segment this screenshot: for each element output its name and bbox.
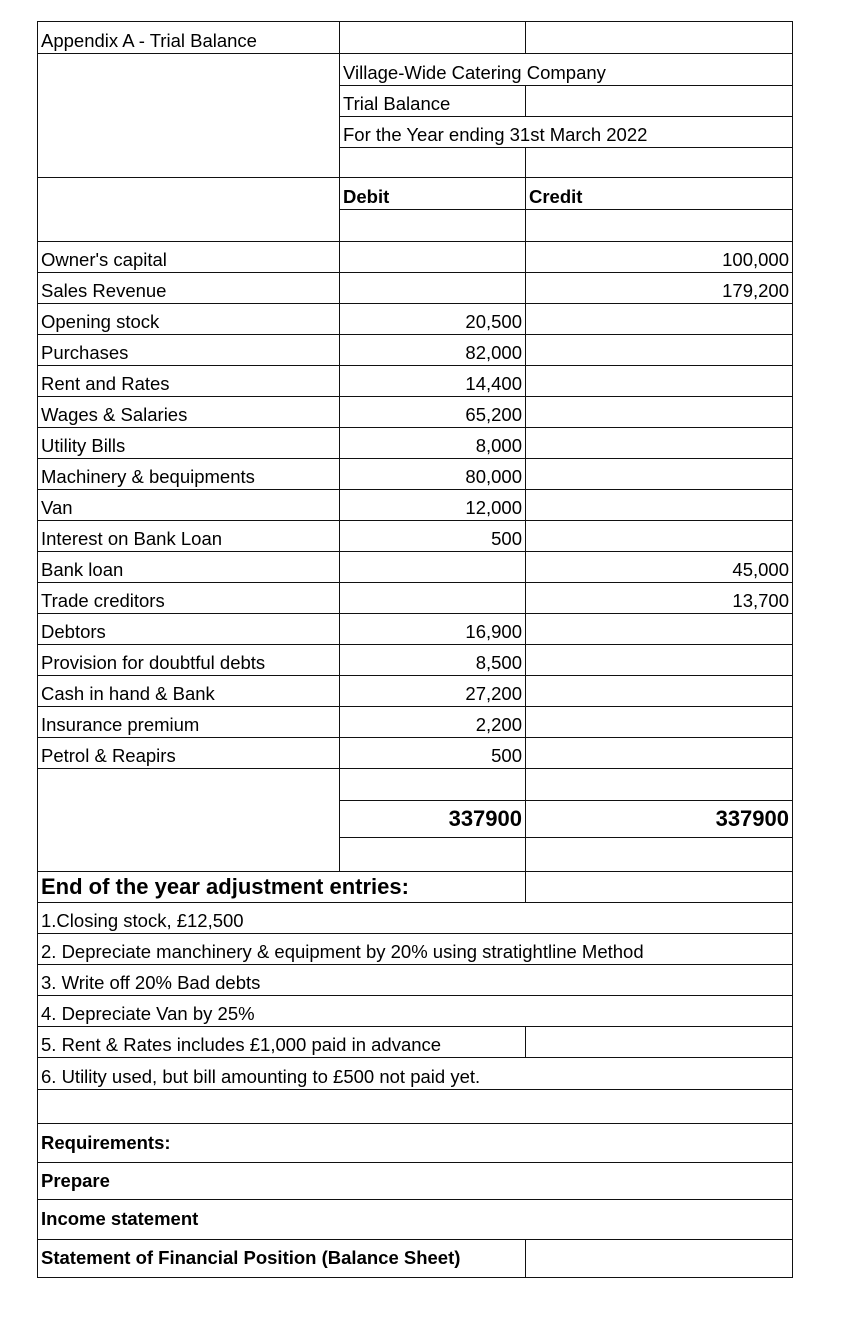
- adjustment-item[interactable]: 5. Rent & Rates includes £1,000 paid in advance: [37, 1026, 526, 1058]
- account-debit[interactable]: 500: [339, 520, 526, 552]
- account-credit[interactable]: [525, 613, 793, 645]
- credit-header[interactable]: Credit: [525, 177, 793, 210]
- account-credit[interactable]: 45,000: [525, 551, 793, 583]
- account-debit[interactable]: [339, 582, 526, 614]
- account-credit[interactable]: [525, 303, 793, 335]
- account-debit[interactable]: 14,400: [339, 365, 526, 397]
- adjustment-item[interactable]: 2. Depreciate manchinery & equipment by 20% using stratightline Method: [37, 933, 793, 965]
- account-name[interactable]: Petrol & Reapirs: [37, 737, 340, 769]
- account-name[interactable]: Machinery & bequipments: [37, 458, 340, 490]
- account-credit[interactable]: [525, 737, 793, 769]
- account-debit[interactable]: [339, 241, 526, 273]
- account-debit[interactable]: 16,900: [339, 613, 526, 645]
- account-name[interactable]: Cash in hand & Bank: [37, 675, 340, 707]
- account-debit[interactable]: [339, 272, 526, 304]
- account-name[interactable]: Owner's capital: [37, 241, 340, 273]
- account-credit[interactable]: [525, 520, 793, 552]
- account-credit[interactable]: [525, 458, 793, 490]
- empty-cell[interactable]: [37, 1089, 793, 1124]
- account-name[interactable]: Wages & Salaries: [37, 396, 340, 428]
- adjustment-item[interactable]: 4. Depreciate Van by 25%: [37, 995, 793, 1027]
- account-debit[interactable]: 8,500: [339, 644, 526, 676]
- empty-cell[interactable]: [525, 85, 793, 117]
- account-name[interactable]: Trade creditors: [37, 582, 340, 614]
- adjustments-title[interactable]: End of the year adjustment entries:: [37, 871, 526, 903]
- company-name[interactable]: Village-Wide Catering Company: [339, 53, 793, 86]
- empty-cell[interactable]: [525, 1239, 793, 1278]
- empty-cell[interactable]: [339, 837, 526, 872]
- account-debit[interactable]: 2,200: [339, 706, 526, 738]
- account-debit[interactable]: 12,000: [339, 489, 526, 521]
- account-name[interactable]: Opening stock: [37, 303, 340, 335]
- account-name[interactable]: Sales Revenue: [37, 272, 340, 304]
- empty-cell[interactable]: [339, 209, 526, 242]
- account-credit[interactable]: 179,200: [525, 272, 793, 304]
- account-name[interactable]: Interest on Bank Loan: [37, 520, 340, 552]
- empty-cell[interactable]: [525, 871, 793, 903]
- account-credit[interactable]: [525, 675, 793, 707]
- empty-cell[interactable]: [525, 1026, 793, 1058]
- empty-cell[interactable]: [339, 147, 526, 178]
- empty-cell[interactable]: [525, 768, 793, 801]
- account-name[interactable]: Rent and Rates: [37, 365, 340, 397]
- total-credit[interactable]: 337900: [525, 800, 793, 838]
- account-debit[interactable]: [339, 551, 526, 583]
- account-credit[interactable]: [525, 644, 793, 676]
- account-credit[interactable]: [525, 706, 793, 738]
- account-debit[interactable]: 20,500: [339, 303, 526, 335]
- account-credit[interactable]: [525, 489, 793, 521]
- account-name[interactable]: Insurance premium: [37, 706, 340, 738]
- account-debit[interactable]: 82,000: [339, 334, 526, 366]
- adjustment-item[interactable]: 1.Closing stock, £12,500: [37, 902, 793, 934]
- empty-cell[interactable]: [525, 147, 793, 178]
- empty-cell[interactable]: [525, 21, 793, 54]
- appendix-title[interactable]: Appendix A - Trial Balance: [37, 21, 340, 54]
- account-debit[interactable]: 27,200: [339, 675, 526, 707]
- empty-cell[interactable]: [37, 768, 340, 872]
- account-credit[interactable]: [525, 334, 793, 366]
- account-name[interactable]: Purchases: [37, 334, 340, 366]
- requirement-item[interactable]: Income statement: [37, 1199, 793, 1240]
- account-debit[interactable]: 80,000: [339, 458, 526, 490]
- account-name[interactable]: Bank loan: [37, 551, 340, 583]
- empty-cell[interactable]: [525, 837, 793, 872]
- account-credit[interactable]: 13,700: [525, 582, 793, 614]
- account-credit[interactable]: [525, 365, 793, 397]
- empty-cell[interactable]: [339, 768, 526, 801]
- account-debit[interactable]: 8,000: [339, 427, 526, 459]
- total-debit[interactable]: 337900: [339, 800, 526, 838]
- account-debit[interactable]: 65,200: [339, 396, 526, 428]
- statement-title[interactable]: Trial Balance: [339, 85, 526, 117]
- debit-header[interactable]: Debit: [339, 177, 526, 210]
- requirements-prepare[interactable]: Prepare: [37, 1162, 793, 1200]
- account-name[interactable]: Provision for doubtful debts: [37, 644, 340, 676]
- account-name[interactable]: Debtors: [37, 613, 340, 645]
- period[interactable]: For the Year ending 31st March 2022: [339, 116, 793, 148]
- adjustment-item[interactable]: 6. Utility used, but bill amounting to £500 not paid yet.: [37, 1057, 793, 1090]
- adjustment-item[interactable]: 3. Write off 20% Bad debts: [37, 964, 793, 996]
- empty-cell[interactable]: [525, 209, 793, 242]
- account-credit[interactable]: [525, 427, 793, 459]
- empty-cell[interactable]: [37, 177, 340, 242]
- requirement-item[interactable]: Statement of Financial Position (Balance Sheet): [37, 1239, 526, 1278]
- empty-cell[interactable]: [339, 21, 526, 54]
- account-name[interactable]: Utility Bills: [37, 427, 340, 459]
- account-name[interactable]: Van: [37, 489, 340, 521]
- account-credit[interactable]: [525, 396, 793, 428]
- account-credit[interactable]: 100,000: [525, 241, 793, 273]
- account-debit[interactable]: 500: [339, 737, 526, 769]
- empty-cell[interactable]: [37, 53, 340, 178]
- requirements-title[interactable]: Requirements:: [37, 1123, 793, 1163]
